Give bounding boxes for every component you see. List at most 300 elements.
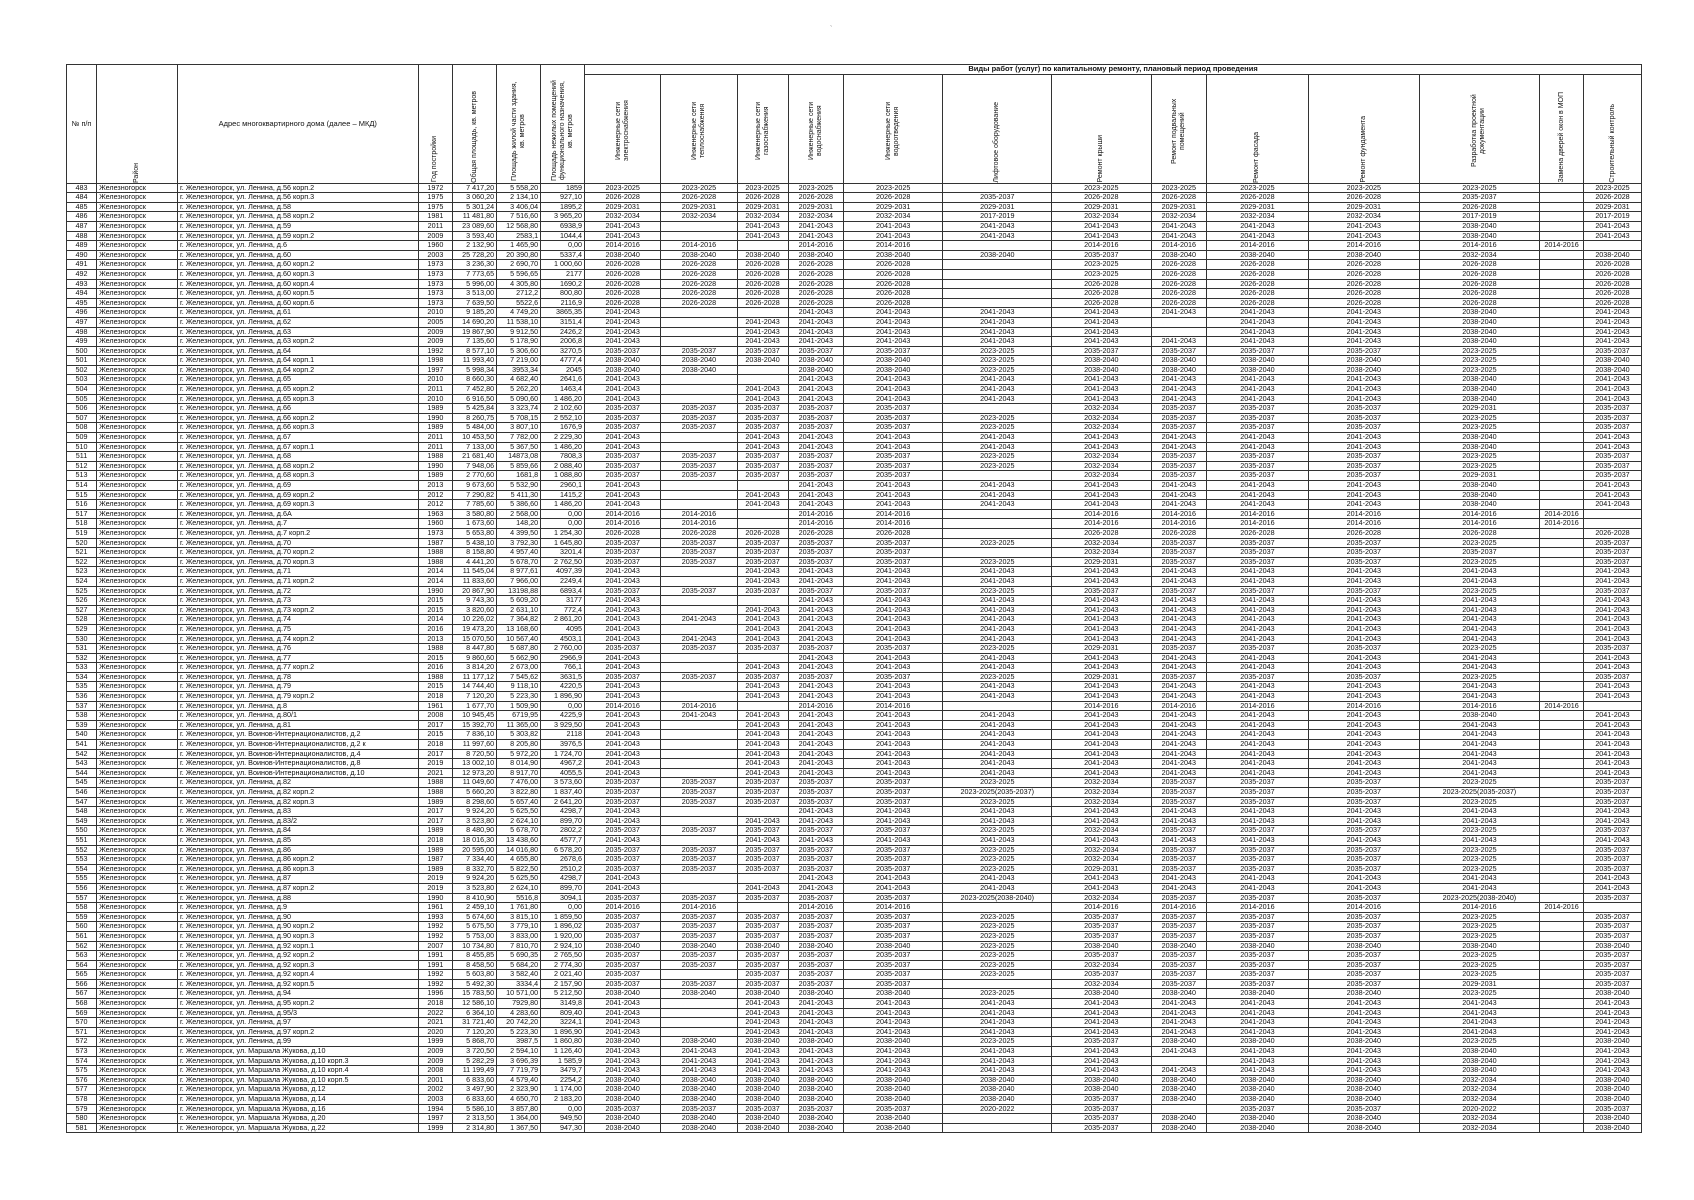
table-cell: 2041-2043 [844,576,943,586]
table-cell: 2035-2037 [661,538,737,548]
table-row [67,951,1642,961]
table-cell: 562 [67,941,97,951]
table-cell: 2014-2016 [1052,241,1151,251]
table-cell [943,183,1052,193]
table-cell [1540,1066,1584,1076]
table-cell: 1997 [418,365,453,375]
table-cell [1540,308,1584,318]
table-cell: 504 [67,385,97,395]
table-cell: 2019 [418,759,453,769]
table-cell [1151,327,1207,337]
table-cell: 15 783,50 [453,989,497,999]
table-cell: 2041-2043 [943,615,1052,625]
table-cell: 0,00 [541,509,585,519]
table-cell: 2029-2031 [943,202,1052,212]
table-cell: 2038-2040 [1207,356,1309,366]
table-cell: 2035-2037 [788,471,844,481]
table-cell: 2041-2043 [585,1066,661,1076]
table-cell: 2041-2043 [1584,682,1642,692]
table-cell: 2035-2037 [1151,452,1207,462]
table-cell: 2041-2043 [737,327,788,337]
table-cell: г. Железногорск, ул. Ленина, д.64 [178,346,419,356]
table-cell: 2032-2034 [1207,212,1309,222]
table-cell: г. Железногорск, ул. Ленина, д.95/3 [178,1008,419,1018]
table-cell: 2038-2040 [1207,989,1309,999]
table-cell: 2032-2034 [1052,788,1151,798]
table-cell: 2041-2043 [788,1066,844,1076]
table-cell: 5 674,60 [453,912,497,922]
table-cell: 2041-2043 [1584,1066,1642,1076]
table-cell: 531 [67,644,97,654]
table-cell: 2023-2025(2035-2037) [1419,788,1539,798]
table-row [67,260,1642,270]
table-cell: 2041-2043 [737,1018,788,1028]
table-cell: 2017-2019 [1419,212,1539,222]
table-cell: 1990 [418,413,453,423]
table-cell: 5 972,20 [497,749,541,759]
table-cell: 2041-2043 [1052,394,1151,404]
table-cell: 2023-2025 [1419,1037,1539,1047]
table-cell: г. Железногорск, ул. Ленина, д.90 [178,912,419,922]
table-cell [1540,1037,1584,1047]
table-cell: 2026-2028 [1052,298,1151,308]
table-cell: Железногорск [97,893,178,903]
table-cell [1540,874,1584,884]
table-cell: 766,1 [541,663,585,673]
table-cell: 2032-2034 [1052,826,1151,836]
table-cell: 2041-2043 [661,1066,737,1076]
table-cell: Железногорск [97,653,178,663]
table-cell: г. Железногорск, ул. Ленина, д.80/1 [178,711,419,721]
table-cell: 2041-2043 [1151,653,1207,663]
table-cell: 2041-2043 [737,883,788,893]
table-cell: 3 857,80 [497,1104,541,1114]
table-cell: 2041-2043 [1052,596,1151,606]
table-cell: 2041-2043 [737,490,788,500]
table-cell: 2038-2040 [661,1095,737,1105]
table-cell: 2035-2037 [1308,452,1419,462]
table-cell: 2041-2043 [844,337,943,347]
table-cell: 2041-2043 [844,481,943,491]
table-cell: 2038-2040 [1207,250,1309,260]
table-cell: 561 [67,931,97,941]
table-cell: 2041-2043 [788,308,844,318]
table-cell: 491 [67,260,97,270]
table-cell: 2038-2040 [1584,356,1642,366]
table-cell: 2032-2034 [1052,413,1151,423]
table-cell: 542 [67,749,97,759]
table-cell: 2041-2043 [1151,749,1207,759]
col-total-area: Общая площадь, кв. метров [453,65,497,184]
table-row [67,960,1642,970]
table-cell: 532 [67,653,97,663]
table-cell: 5 306,60 [497,346,541,356]
table-cell: 520 [67,538,97,548]
table-cell: 2038-2040 [1207,941,1309,951]
table-cell: 2041-2043 [585,634,661,644]
table-cell: 2041-2043 [585,653,661,663]
table-cell: г. Железногорск, ул. Ленина, д.73 корп.2 [178,605,419,615]
table-cell: 2035-2037 [737,644,788,654]
table-cell: г. Железногорск, ул. Ленина, д.71 [178,567,419,577]
table-cell: 2041-2043 [585,1008,661,1018]
table-cell: 2035-2037 [844,413,943,423]
table-cell: 2035-2037 [1207,404,1309,414]
table-cell: 2041-2043 [1308,682,1419,692]
table-cell: г. Железногорск, ул. Ленина, д.60 корп.5 [178,289,419,299]
table-cell: г. Железногорск, ул. Ленина, д.67 [178,433,419,443]
table-cell: 2035-2037 [1584,452,1642,462]
table-cell: 7929,80 [497,999,541,1009]
table-cell: Железногорск [97,883,178,893]
table-cell [943,519,1052,529]
table-cell: 1973 [418,528,453,538]
table-cell: 2035-2037 [737,951,788,961]
table-cell: Железногорск [97,1056,178,1066]
table-cell: 2035-2037 [1207,423,1309,433]
table-cell: 2029-2031 [1207,202,1309,212]
table-cell: 11 997,60 [453,740,497,750]
table-cell: 9 673,60 [453,481,497,491]
table-cell: 2041-2043 [788,317,844,327]
table-cell: 2038-2040 [788,365,844,375]
table-cell: 2038-2040 [737,356,788,366]
table-cell: Железногорск [97,692,178,702]
table-row [67,481,1642,491]
table-cell: 7 516,60 [497,212,541,222]
table-cell: 2041-2043 [1419,653,1539,663]
table-row [67,452,1642,462]
table-cell: 2041-2043 [1151,605,1207,615]
table-cell [1540,337,1584,347]
table-cell: 5 662,90 [497,653,541,663]
table-cell: 11 993,40 [453,356,497,366]
table-cell: 2 770,60 [453,471,497,481]
table-cell: Железногорск [97,337,178,347]
table-cell: 2041-2043 [1207,394,1309,404]
table-cell: г. Железногорск, ул. Ленина, д.74 [178,615,419,625]
table-cell: 1989 [418,826,453,836]
table-cell: 3094,1 [541,893,585,903]
table-cell: 2032-2034 [1419,1114,1539,1124]
table-cell: 2035-2037 [737,855,788,865]
table-cell: 2041-2043 [1151,663,1207,673]
table-cell: 2041-2043 [844,663,943,673]
table-cell: 2041-2043 [1052,759,1151,769]
table-cell: 2035-2037 [1151,922,1207,932]
table-cell: г. Железногорск, ул. Ленина, д.60 корп.3 [178,269,419,279]
table-cell: г. Железногорск, ул. Ленина, д.86 корп.2 [178,855,419,865]
table-cell: г. Железногорск, ул. Ленина, д.60 корп.6 [178,298,419,308]
table-cell: Железногорск [97,452,178,462]
table-cell: 14 744,40 [453,682,497,692]
table-cell: 4298,7 [541,874,585,884]
table-cell: г. Железногорск, ул. Ленина, д.92 корп.3 [178,960,419,970]
table-cell: 2035-2037 [1207,548,1309,558]
table-cell: 2035-2037 [585,922,661,932]
table-cell: 2035-2037 [661,960,737,970]
table-cell [1540,634,1584,644]
table-cell: 2038-2040 [737,1095,788,1105]
table-cell: 2041-2043 [844,1027,943,1037]
table-cell: 2041-2043 [844,711,943,721]
table-cell: 2960,1 [541,481,585,491]
table-cell: 2041-2043 [1151,874,1207,884]
table-row [67,308,1642,318]
table-cell: 2041-2043 [943,576,1052,586]
table-cell: 2005 [418,317,453,327]
table-cell: 2038-2040 [788,1085,844,1095]
table-cell: 2035-2037 [788,644,844,654]
table-cell: Железногорск [97,1037,178,1047]
table-cell: 2032-2034 [1052,404,1151,414]
table-cell: 2026-2028 [1419,298,1539,308]
table-cell: 2026-2028 [1584,528,1642,538]
table-cell: 2038-2040 [1151,1075,1207,1085]
table-cell [1540,298,1584,308]
table-cell: 2038-2040 [1419,500,1539,510]
table-cell: 2035-2037 [844,672,943,682]
table-row [67,586,1642,596]
table-cell: 7 639,50 [453,298,497,308]
table-cell: г. Железногорск, ул. Ленина, д.7 корп.2 [178,528,419,538]
table-cell: г. Железногорск, ул. Ленина, д.87 [178,874,419,884]
table-cell [943,260,1052,270]
table-cell: 5 657,40 [497,797,541,807]
table-cell: Железногорск [97,394,178,404]
table-cell [943,979,1052,989]
table-cell: 2041-2043 [844,682,943,692]
table-cell: 2035-2037 [661,1104,737,1114]
table-cell [661,490,737,500]
table-cell [1584,903,1642,913]
table-cell: 2 624,10 [497,883,541,893]
table-cell: 2041-2043 [1584,615,1642,625]
table-cell: 2 323,90 [497,1085,541,1095]
table-cell: Железногорск [97,509,178,519]
table-cell: г. Железногорск, ул. Ленина, д.70 [178,538,419,548]
table-cell: 2023-2025 [1419,951,1539,961]
table-cell: 1 254,30 [541,528,585,538]
table-cell: Железногорск [97,778,178,788]
table-cell: 2014-2016 [661,519,737,529]
table-cell: 2041-2043 [844,720,943,730]
table-cell: 2038-2040 [1052,1075,1151,1085]
table-cell [1540,672,1584,682]
table-cell: 2041-2043 [943,221,1052,231]
table-cell: 2041-2043 [1308,653,1419,663]
table-cell: 2038-2040 [1419,317,1539,327]
table-cell: 1960 [418,241,453,251]
table-row [67,1075,1642,1085]
table-cell: 2041-2043 [1584,576,1642,586]
table-cell: Железногорск [97,912,178,922]
table-cell: 1988 [418,644,453,654]
table-cell: 2035-2037 [1052,922,1151,932]
table-cell: 5 492,30 [453,979,497,989]
table-cell [1540,644,1584,654]
table-cell [943,528,1052,538]
table-cell: г. Железногорск, ул. Ленина, д.64 корп.2 [178,365,419,375]
table-cell: 2041-2043 [1207,711,1309,721]
table-cell [1540,663,1584,673]
table-cell: 2026-2028 [1207,260,1309,270]
table-row [67,1047,1642,1057]
table-cell: 2020-2022 [943,1104,1052,1114]
table-cell: 2035-2037 [1308,788,1419,798]
table-cell: 2012 [418,490,453,500]
table-cell: 2035-2037 [737,538,788,548]
table-cell [943,279,1052,289]
table-cell: 2035-2037 [1308,672,1419,682]
table-cell [661,740,737,750]
table-cell: 2014-2016 [1207,241,1309,251]
table-cell: 2254,2 [541,1075,585,1085]
table-cell: Железногорск [97,740,178,750]
table-row [67,279,1642,289]
table-cell: 1961 [418,701,453,711]
table-cell: 2038-2040 [1308,250,1419,260]
table-cell: 0,00 [541,701,585,711]
table-cell: 8 660,30 [453,375,497,385]
table-cell: 2035-2037 [844,404,943,414]
table-cell [1540,433,1584,443]
table-cell [1540,941,1584,951]
col-work-6: Ремонт крыши [1052,74,1151,183]
table-cell: 2038-2040 [737,1123,788,1133]
table-cell: 1988 [418,788,453,798]
table-cell [1540,471,1584,481]
table-cell: 1994 [418,1104,453,1114]
table-cell: 2035-2037 [661,845,737,855]
table-cell: 490 [67,250,97,260]
table-cell: Железногорск [97,1085,178,1095]
table-cell: 1973 [418,269,453,279]
table-cell: 2035-2037 [1207,922,1309,932]
table-cell: 2041-2043 [844,624,943,634]
table-cell: 2041-2043 [1052,711,1151,721]
table-cell: 2026-2028 [1052,528,1151,538]
table-cell [1540,883,1584,893]
table-cell: 2038-2040 [788,1123,844,1133]
table-cell: 2041-2043 [737,385,788,395]
table-cell: 3149,8 [541,999,585,1009]
table-cell: г. Железногорск, ул. Ленина, д.68 [178,452,419,462]
table-cell: 2035-2037 [1151,586,1207,596]
table-cell: 2041-2043 [1584,1047,1642,1057]
table-cell: 502 [67,365,97,375]
table-cell: 2041-2043 [1052,999,1151,1009]
table-cell: 529 [67,624,97,634]
table-cell: 2032-2034 [1419,1085,1539,1095]
table-cell: 2038-2040 [844,1075,943,1085]
table-cell: 2041-2043 [1207,759,1309,769]
table-cell: 1991 [418,960,453,970]
table-cell: г. Железногорск, ул. Ленина, д.90 корп.3 [178,931,419,941]
table-cell: 2041-2043 [1207,500,1309,510]
table-cell: 2041-2043 [1419,768,1539,778]
table-cell: 4225,9 [541,711,585,721]
table-cell: 2035-2037 [788,778,844,788]
table-cell: 533 [67,663,97,673]
table-cell: 2038-2040 [661,1114,737,1124]
table-cell: 2026-2028 [1151,269,1207,279]
table-cell: 2023-2025 [943,951,1052,961]
table-cell: 2041-2043 [585,375,661,385]
table-cell: 2041-2043 [943,720,1052,730]
table-cell: 2041-2043 [788,720,844,730]
table-cell: 2 183,20 [541,1095,585,1105]
table-cell: 2035-2037 [1308,778,1419,788]
table-cell: Железногорск [97,960,178,970]
table-cell: 14 690,20 [453,317,497,327]
table-cell: 5 678,70 [497,826,541,836]
table-cell: 2041-2043 [1207,1018,1309,1028]
table-cell: 2026-2028 [661,289,737,299]
table-cell: 2023-2025 [1419,912,1539,922]
table-cell: 2041-2043 [1207,720,1309,730]
table-cell: 2041-2043 [844,1047,943,1057]
col-work-11: Замена дверей окон в МОП [1540,74,1584,183]
table-cell [1540,740,1584,750]
table-cell: 2029-2031 [1151,202,1207,212]
table-cell: 2 132,90 [453,241,497,251]
table-cell: 2014 [418,615,453,625]
table-cell: 1989 [418,471,453,481]
table-cell: 2041-2043 [844,653,943,663]
table-cell: 2041-2043 [1584,730,1642,740]
table-cell: Железногорск [97,835,178,845]
table-cell: 2035-2037 [585,797,661,807]
table-cell [1540,1008,1584,1018]
table-cell: 2035-2037 [661,346,737,356]
table-cell: г. Железногорск, ул. Ленина, д.83 [178,807,419,817]
table-cell: 2038-2040 [1308,356,1419,366]
table-cell: 2026-2028 [585,528,661,538]
table-cell: 2026-2028 [844,260,943,270]
table-cell: 541 [67,740,97,750]
table-cell: 2026-2028 [661,279,737,289]
table-cell: 2041-2043 [943,375,1052,385]
table-cell [943,509,1052,519]
table-cell: 1859 [541,183,585,193]
table-cell: 2035-2037 [1308,586,1419,596]
table-row [67,653,1642,663]
table-cell: г. Железногорск, ул. Ленина, д.63 корп.2 [178,337,419,347]
table-cell: 2041-2043 [1308,576,1419,586]
table-row [67,624,1642,634]
table-cell: 20 390,80 [497,250,541,260]
table-cell: 2026-2028 [1207,193,1309,203]
table-cell: 2426,2 [541,327,585,337]
table-cell: 14 016,80 [497,845,541,855]
table-cell: 2041-2043 [585,317,661,327]
table-cell: 2041-2043 [1052,807,1151,817]
table-cell: 2038-2040 [788,941,844,951]
table-cell [1540,1114,1584,1124]
table-cell: 2032-2034 [1052,979,1151,989]
table-cell: 2041-2043 [1308,663,1419,673]
table-cell: 2038-2040 [1207,1085,1309,1095]
table-cell: 544 [67,768,97,778]
table-cell: 2041-2043 [737,682,788,692]
table-cell [1540,922,1584,932]
table-cell: 2035-2037 [661,912,737,922]
table-cell: 2035-2037 [1308,893,1419,903]
table-cell: 2041-2043 [585,337,661,347]
table-cell: 2041-2043 [1052,692,1151,702]
table-cell: 2038-2040 [1419,385,1539,395]
